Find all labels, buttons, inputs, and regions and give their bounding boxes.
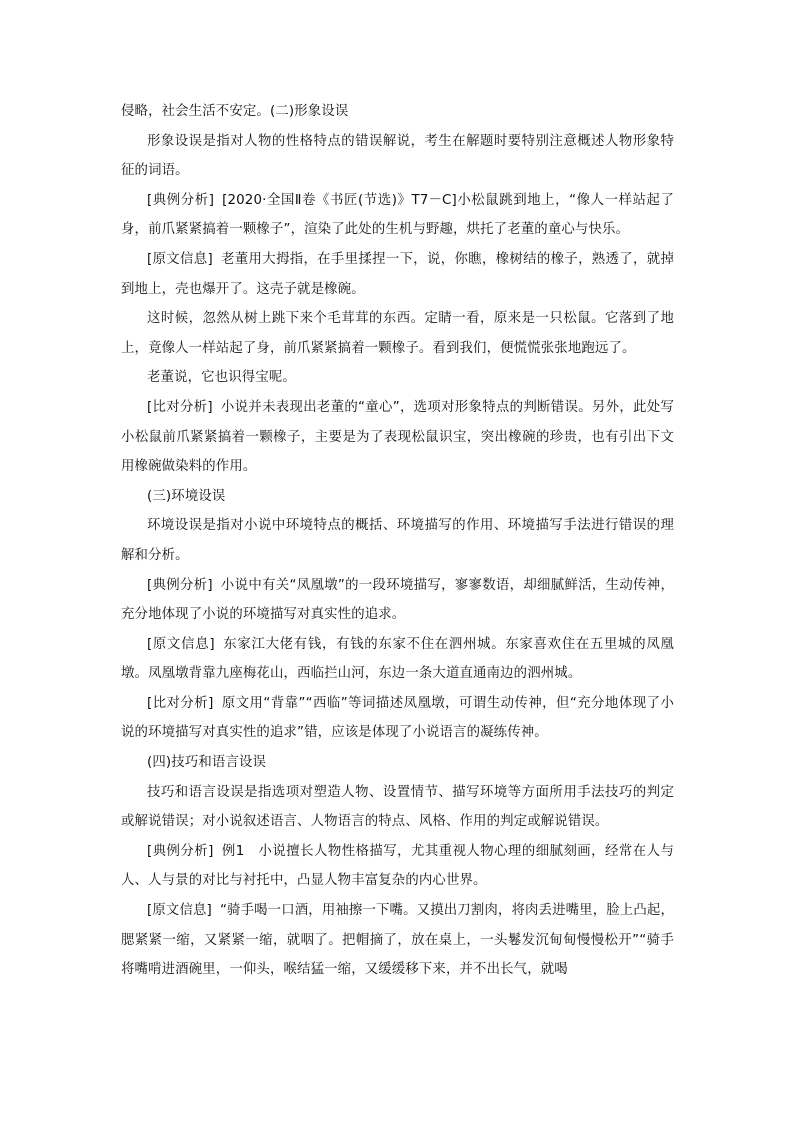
paragraph-definition bbox=[121, 778, 674, 837]
paragraph-continuation bbox=[121, 97, 674, 127]
paragraph-text: 老董用大拇指，在手里揉捏一下，说，你瞧，橡树结的橡子，熟透了，就掉到地上，壳也爆开了。这壳子就是橡碗。 bbox=[121, 251, 674, 297]
section-tag: [原文信息] bbox=[147, 903, 212, 919]
paragraph-text: 例1 小说擅长人物性格描写，尤其重视人物心理的细腻刻画，经常在人与人、人与景的对比与衬托中，凸显人物丰富复杂的内心世界。 bbox=[121, 843, 674, 889]
paragraph-source-info bbox=[121, 245, 674, 304]
paragraph-text-block bbox=[121, 363, 674, 393]
section-tag: [原文信息] bbox=[147, 636, 215, 652]
paragraph-example-analysis bbox=[121, 837, 674, 896]
paragraph-source-info bbox=[121, 896, 674, 985]
paragraph-text: 老董说，它也识得宝呢。 bbox=[147, 370, 296, 386]
paragraph-text: “骑手喝一口酒，用袖擦一下嘴。又摸出刀割肉，将肉丢进嘴里，脸上凸起，腮紧紧一缩，又紧紧一缩，就咽了。把帽摘了，放在桌上，一头鬈发沉甸甸慢慢松开”“骑手将嘴啃进酒碗里，一仰头，喉结猛一缩，又缓缓移下来，并不出长气，就喝 bbox=[121, 903, 674, 978]
section-tag: [比对分析] bbox=[147, 399, 213, 415]
section-heading bbox=[121, 482, 674, 512]
paragraph-comparison bbox=[121, 689, 674, 748]
section-tag: [典例分析] bbox=[147, 843, 214, 859]
paragraph-text: 原文用“背靠”“西临”等词描述凤凰墩，可谓生动传神，但“充分地体现了小说的环境描写对真实性的追求”错，应该是体现了小说语言的凝练传神。 bbox=[121, 695, 674, 741]
paragraph-text: [2020·全国Ⅱ卷《书匠(节选)》T7－C]小松鼠跳到地上，“像人一样站起了身，前爪紧紧搞着一颗橡子”，渲染了此处的生机与野趣，烘托了老董的童心与快乐。 bbox=[121, 192, 675, 238]
paragraph-definition bbox=[121, 511, 674, 570]
paragraph-text: 东家江大佬有钱，有钱的东家不住在泗州城。东家喜欢住在五里城的凤凰墩。凤凰墩背靠九座梅花山，西临拦山河，东边一条大道直通南边的泗州城。 bbox=[121, 636, 674, 682]
paragraph-definition bbox=[121, 127, 674, 186]
section-tag: [原文信息] bbox=[147, 251, 213, 267]
paragraph-text: 小说并未表现出老董的“童心”，选项对形象特点的判断错误。另外，此处写小松鼠前爪紧紧搞着一颗橡子，主要是为了表现松鼠识宝，突出橡碗的珍贵，也有引出下文用橡碗做染料的作用。 bbox=[121, 399, 674, 475]
paragraph-comparison bbox=[121, 393, 674, 482]
section-tag: [典例分析] bbox=[147, 577, 213, 593]
paragraph-text-block bbox=[121, 304, 674, 363]
heading-text: (三)环境设误 bbox=[147, 488, 226, 504]
paragraph-text: 这时候，忽然从树上跳下来个毛茸茸的东西。定睛一看，原来是一只松鼠。它落到了地上，竟像人一样站起了身，前爪紧紧搞着一颗橡子。看到我们，便慌慌张张地跑远了。 bbox=[121, 311, 674, 356]
paragraph-example-analysis bbox=[121, 571, 674, 630]
paragraph-source-info bbox=[121, 630, 674, 689]
section-tag: [比对分析] bbox=[147, 695, 214, 711]
section-heading bbox=[121, 748, 674, 778]
paragraph-text: 形象设误是指对人物的性格特点的错误解说，考生在解题时要特别注意概述人物形象特征的词语。 bbox=[121, 133, 674, 179]
document-body bbox=[121, 97, 674, 985]
paragraph-text: 侵略，社会生活不安定。(二)形象设误 bbox=[121, 104, 349, 119]
section-tag: [典例分析] bbox=[147, 192, 215, 208]
paragraph-text: 小说中有关“凤凰墩”的一段环境描写，寥寥数语，却细腻鲜活，生动传神，充分地体现了小说的环境描写对真实性的追求。 bbox=[121, 577, 674, 623]
paragraph-example-analysis bbox=[121, 186, 674, 245]
paragraph-text: 环境设误是指对小说中环境特点的概括、环境描写的作用、环境描写手法进行错误的理解和分析。 bbox=[121, 518, 674, 563]
paragraph-text: 技巧和语言设误是指选项对塑造人物、设置情节、描写环境等方面所用手法技巧的判定或解说错误；对小说叙述语言、人物语言的特点、风格、作用的判定或解说错误。 bbox=[121, 784, 674, 830]
heading-text: (四)技巧和语言设误 bbox=[147, 755, 267, 771]
